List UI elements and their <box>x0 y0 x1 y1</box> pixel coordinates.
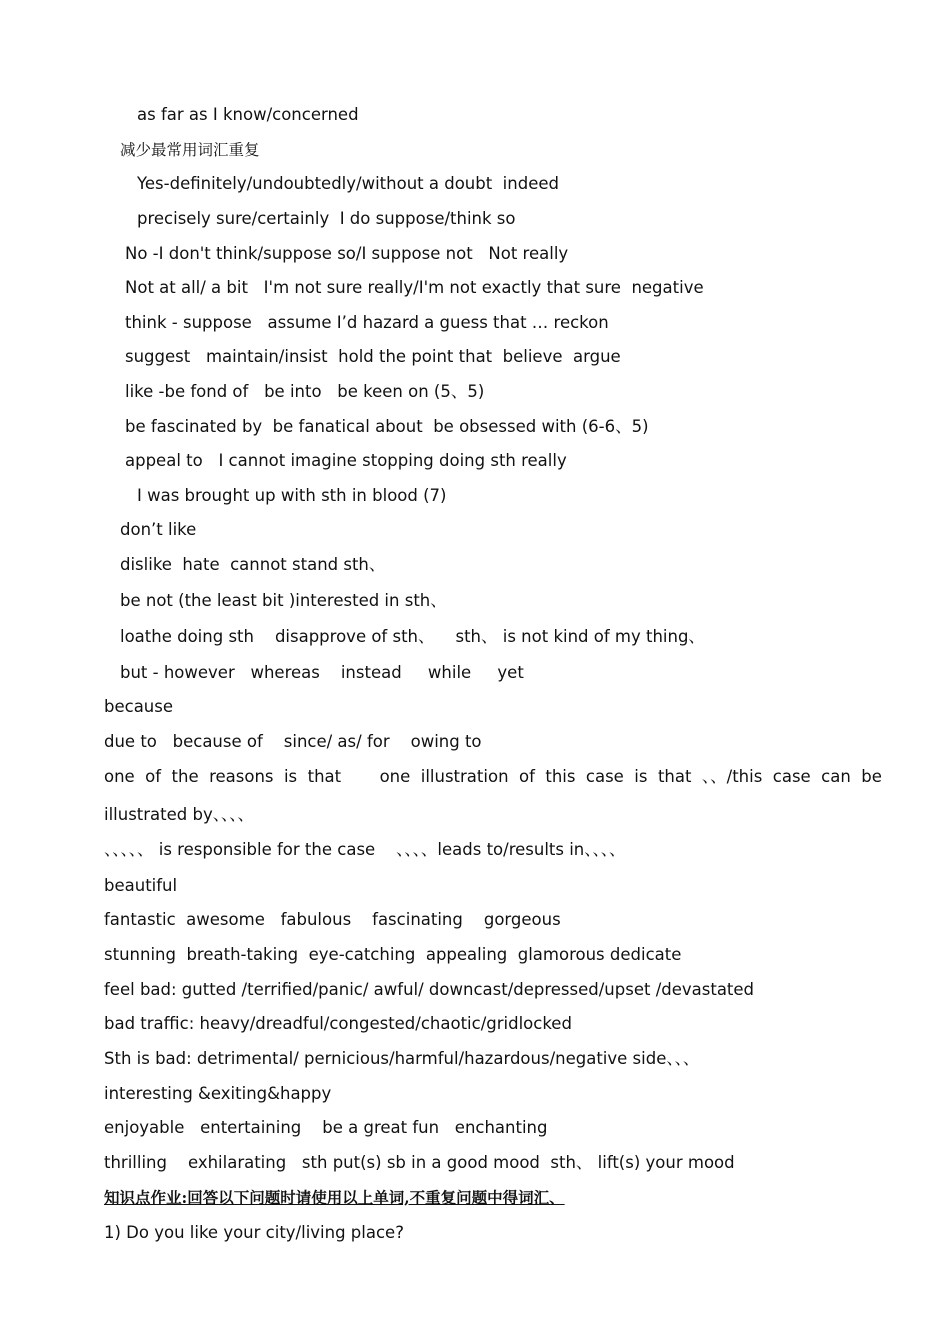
text-line: be fascinated by be fanatical about be obsessed with (6-6、5) <box>125 417 649 436</box>
text-line: beautiful <box>104 876 178 895</box>
text-line: feel bad: gutted /terrified/panic/ awful/ downcast/depressed/upset /devastated <box>104 980 755 999</box>
text-line: think - suppose assume I’d hazard a guess that … reckon <box>125 313 609 332</box>
text-line: Yes-definitely/undoubtedly/without a doubt indeed <box>137 174 559 193</box>
text-line: like -be fond of be into be keen on (5、5) <box>125 382 485 401</box>
text-line: I was brought up with sth in blood (7) <box>137 486 447 505</box>
word: is <box>283 767 298 786</box>
text-line: thrilling exhilarating sth put(s) sb in a good mood sth、 lift(s) your mood <box>104 1153 735 1172</box>
text-line: 减少最常用词汇重复 <box>120 141 260 159</box>
text-line: 、、、、、 is responsible for the case 、、、、leads to/results in、、、、 <box>104 840 626 859</box>
text-line: suggest maintain/insist hold the point that believe argue <box>125 347 621 366</box>
text-line: Not at all/ a bit I'm not sure really/I'm not exactly that sure negative <box>125 278 704 297</box>
word: be <box>861 767 882 786</box>
word: is <box>634 767 648 786</box>
text-line: because <box>104 697 174 716</box>
text-line: stunning breath-taking eye-catching appealing glamorous dedicate <box>104 945 682 964</box>
text-line: interesting &exiting&happy <box>104 1084 332 1103</box>
text-line: enjoyable entertaining be a great fun enchanting <box>104 1118 548 1137</box>
text-line: No -I don't think/suppose so/I suppose not Not really <box>125 244 569 263</box>
question-line: 1) Do you like your city/living place? <box>104 1223 404 1242</box>
word: case <box>772 767 811 786</box>
text-line: precisely sure/certainly I do suppose/think so <box>137 209 516 228</box>
text-line: but - however whereas instead while yet <box>120 663 524 682</box>
word: one <box>104 767 135 786</box>
word: that <box>657 767 692 786</box>
homework-heading: 知识点作业:回答以下问题时请使用以上单词,不重复问题中得词汇、 <box>104 1188 565 1207</box>
word: one <box>379 767 411 786</box>
text-line: due to because of since/ as/ for owing to <box>104 732 482 751</box>
text-line: Sth is bad: detrimental/ pernicious/harmful/hazardous/negative side、、、 <box>104 1049 700 1068</box>
text-line: appeal to I cannot imagine stopping doing sth really <box>125 451 567 470</box>
justified-text-line <box>104 767 882 787</box>
text-line: bad traffic: heavy/dreadful/congested/chaotic/gridlocked <box>104 1014 572 1033</box>
text-line: loathe doing sth disapprove of sth、 sth、 is not kind of my thing、 <box>120 627 705 646</box>
word: this <box>545 767 576 786</box>
word: of <box>518 767 535 786</box>
word: reasons <box>209 767 274 786</box>
text-line: illustrated by、、、、 <box>104 805 254 824</box>
word: the <box>171 767 199 786</box>
text-line: as far as I know/concerned <box>137 105 359 124</box>
text-line: fantastic awesome fabulous fascinating gorgeous <box>104 910 561 929</box>
text-line: don’t like <box>120 520 197 539</box>
word: 、、/this <box>701 767 763 786</box>
text-line: dislike hate cannot stand sth、 <box>120 555 386 574</box>
word: case <box>585 767 624 786</box>
text-line: be not (the least bit )interested in sth、 <box>120 591 447 610</box>
word: that <box>307 767 342 786</box>
word: illustration <box>420 767 509 786</box>
word: can <box>821 767 851 786</box>
word: of <box>145 767 162 786</box>
